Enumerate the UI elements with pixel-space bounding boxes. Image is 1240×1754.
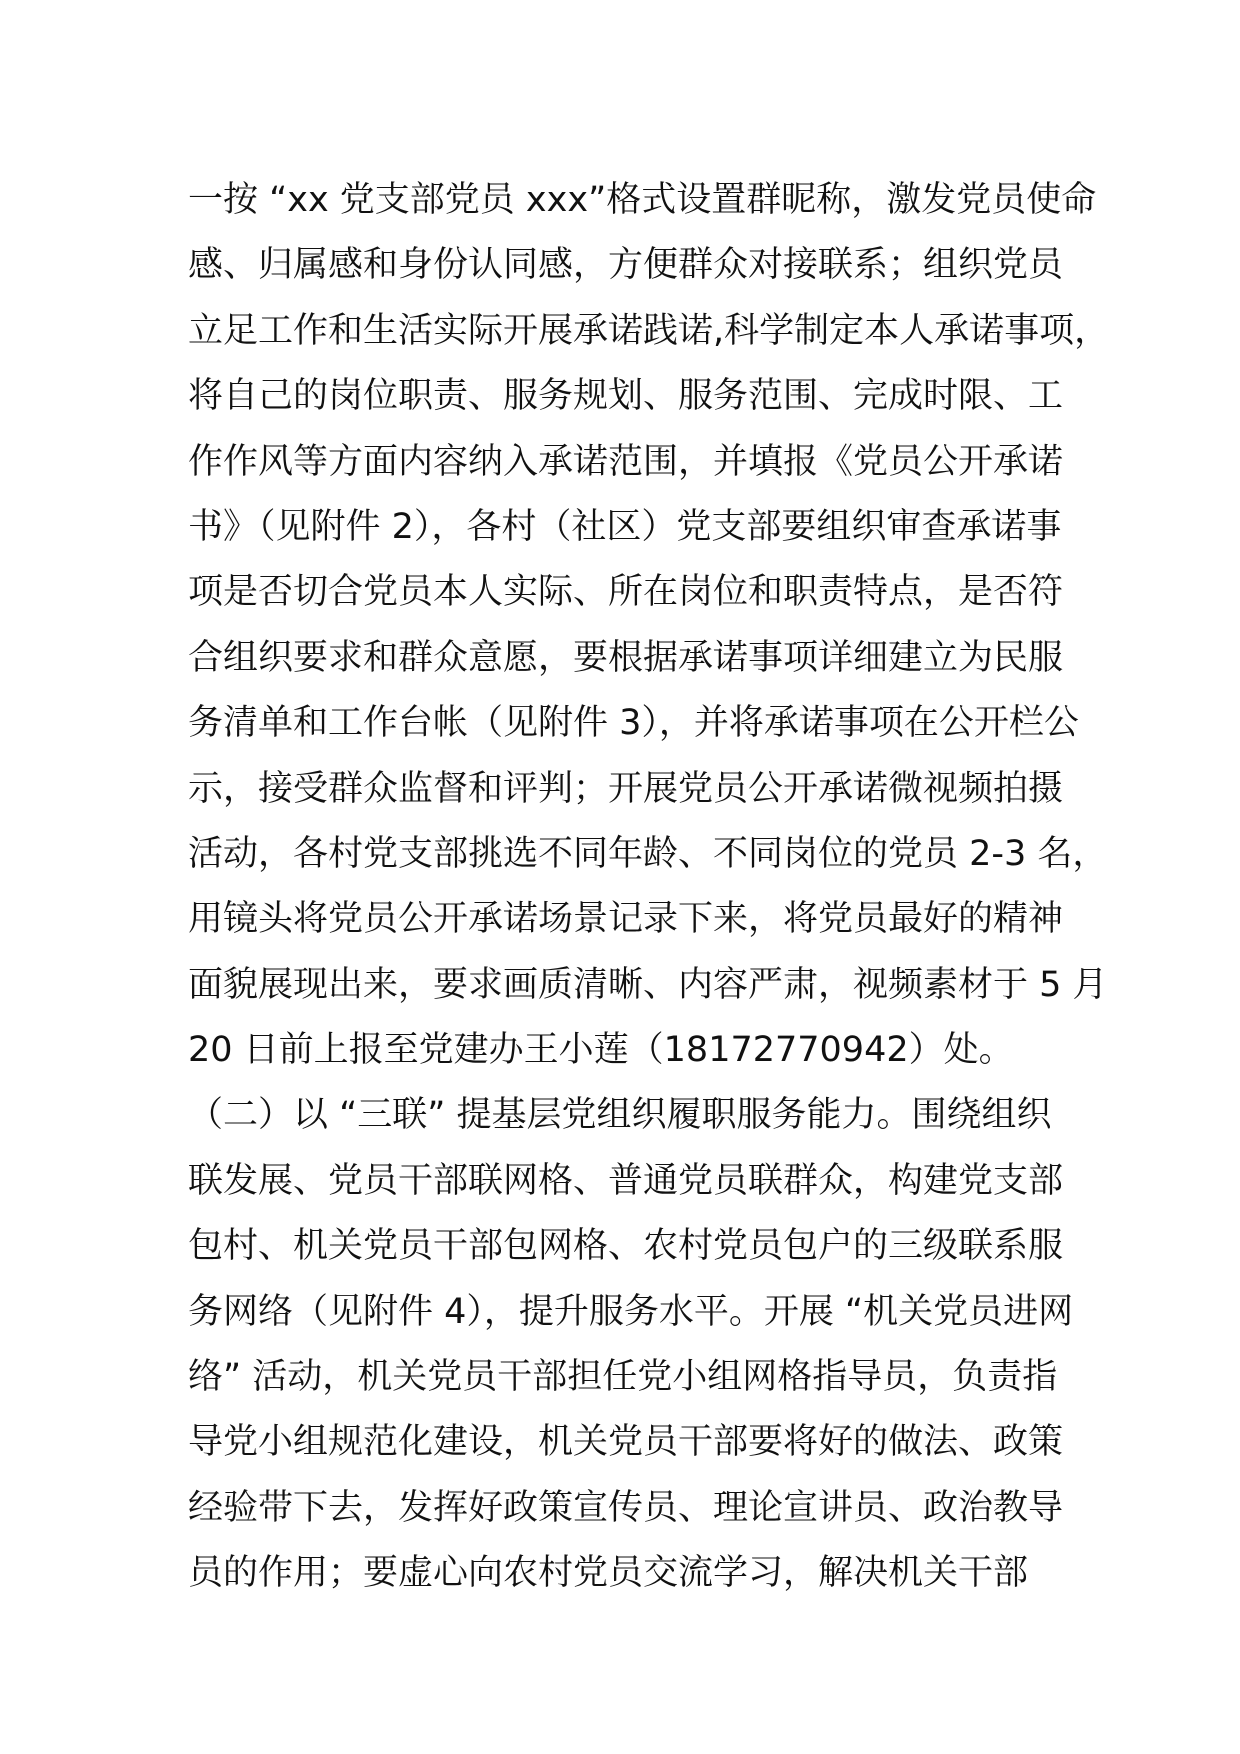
text-line: 20 日前上报至党建办王小莲（18172770942）处。 <box>188 1030 1014 1071</box>
text-line: 项是否切合党员本人实际、所在岗位和职责特点，是否符 <box>188 572 1064 613</box>
text-line: 络” 活动，机关党员干部担任党小组网格指导员，负责指 <box>188 1357 1058 1398</box>
section-heading-line: （二）以 “三联” 提基层党组织履职服务能力。围绕组织 <box>188 1095 1052 1136</box>
text-line: 活动，各村党支部挑选不同年龄、不同岗位的党员 2-3 名， <box>188 833 1108 874</box>
text-line: 示，接受群众监督和评判；开展党员公开承诺微视频拍摄 <box>188 768 1064 809</box>
text-line: 作作风等方面内容纳入承诺范围，并填报《党员公开承诺 <box>188 441 1064 482</box>
text-line: 务网络（见附件 4），提升服务水平。开展 “机关党员进网 <box>188 1291 1074 1332</box>
text-line: 面貌展现出来，要求画质清晰、内容严肃，视频素材于 5 月 <box>188 964 1108 1005</box>
text-line: 感、归属感和身份认同感，方便群众对接联系；组织党员 <box>188 245 1064 286</box>
text-line: 合组织要求和群众意愿，要根据承诺事项详细建立为民服 <box>188 637 1064 678</box>
text-line: 联发展、党员干部联网格、普通党员联群众，构建党支部 <box>188 1160 1064 1201</box>
text-line: 用镜头将党员公开承诺场景记录下来，将党员最好的精神 <box>188 899 1064 940</box>
text-line: 务清单和工作台帐（见附件 3），并将承诺事项在公开栏公 <box>188 703 1079 744</box>
text-line: 一按 “xx 党支部党员 xxx”格式设置群昵称，激发党员使命 <box>188 180 1097 220</box>
text-line: 书》（见附件 2），各村（社区）党支部要组织审查承诺事 <box>188 506 1062 547</box>
text-line: 包村、机关党员干部包网格、农村党员包户的三级联系服 <box>188 1226 1064 1267</box>
text-line: 将自己的岗位职责、服务规划、服务范围、完成时限、工 <box>188 376 1064 417</box>
text-line: 立足工作和生活实际开展承诺践诺,科学制定本人承诺事项， <box>188 310 1110 351</box>
text-line: 经验带下去，发挥好政策宣传员、理论宣讲员、政治教导 <box>188 1487 1064 1528</box>
text-line: 员的作用；要虚心向农村党员交流学习，解决机关干部 <box>188 1553 1029 1594</box>
text-line: 导党小组规范化建设，机关党员干部要将好的做法、政策 <box>188 1422 1064 1463</box>
body-text <box>188 168 1110 1607</box>
